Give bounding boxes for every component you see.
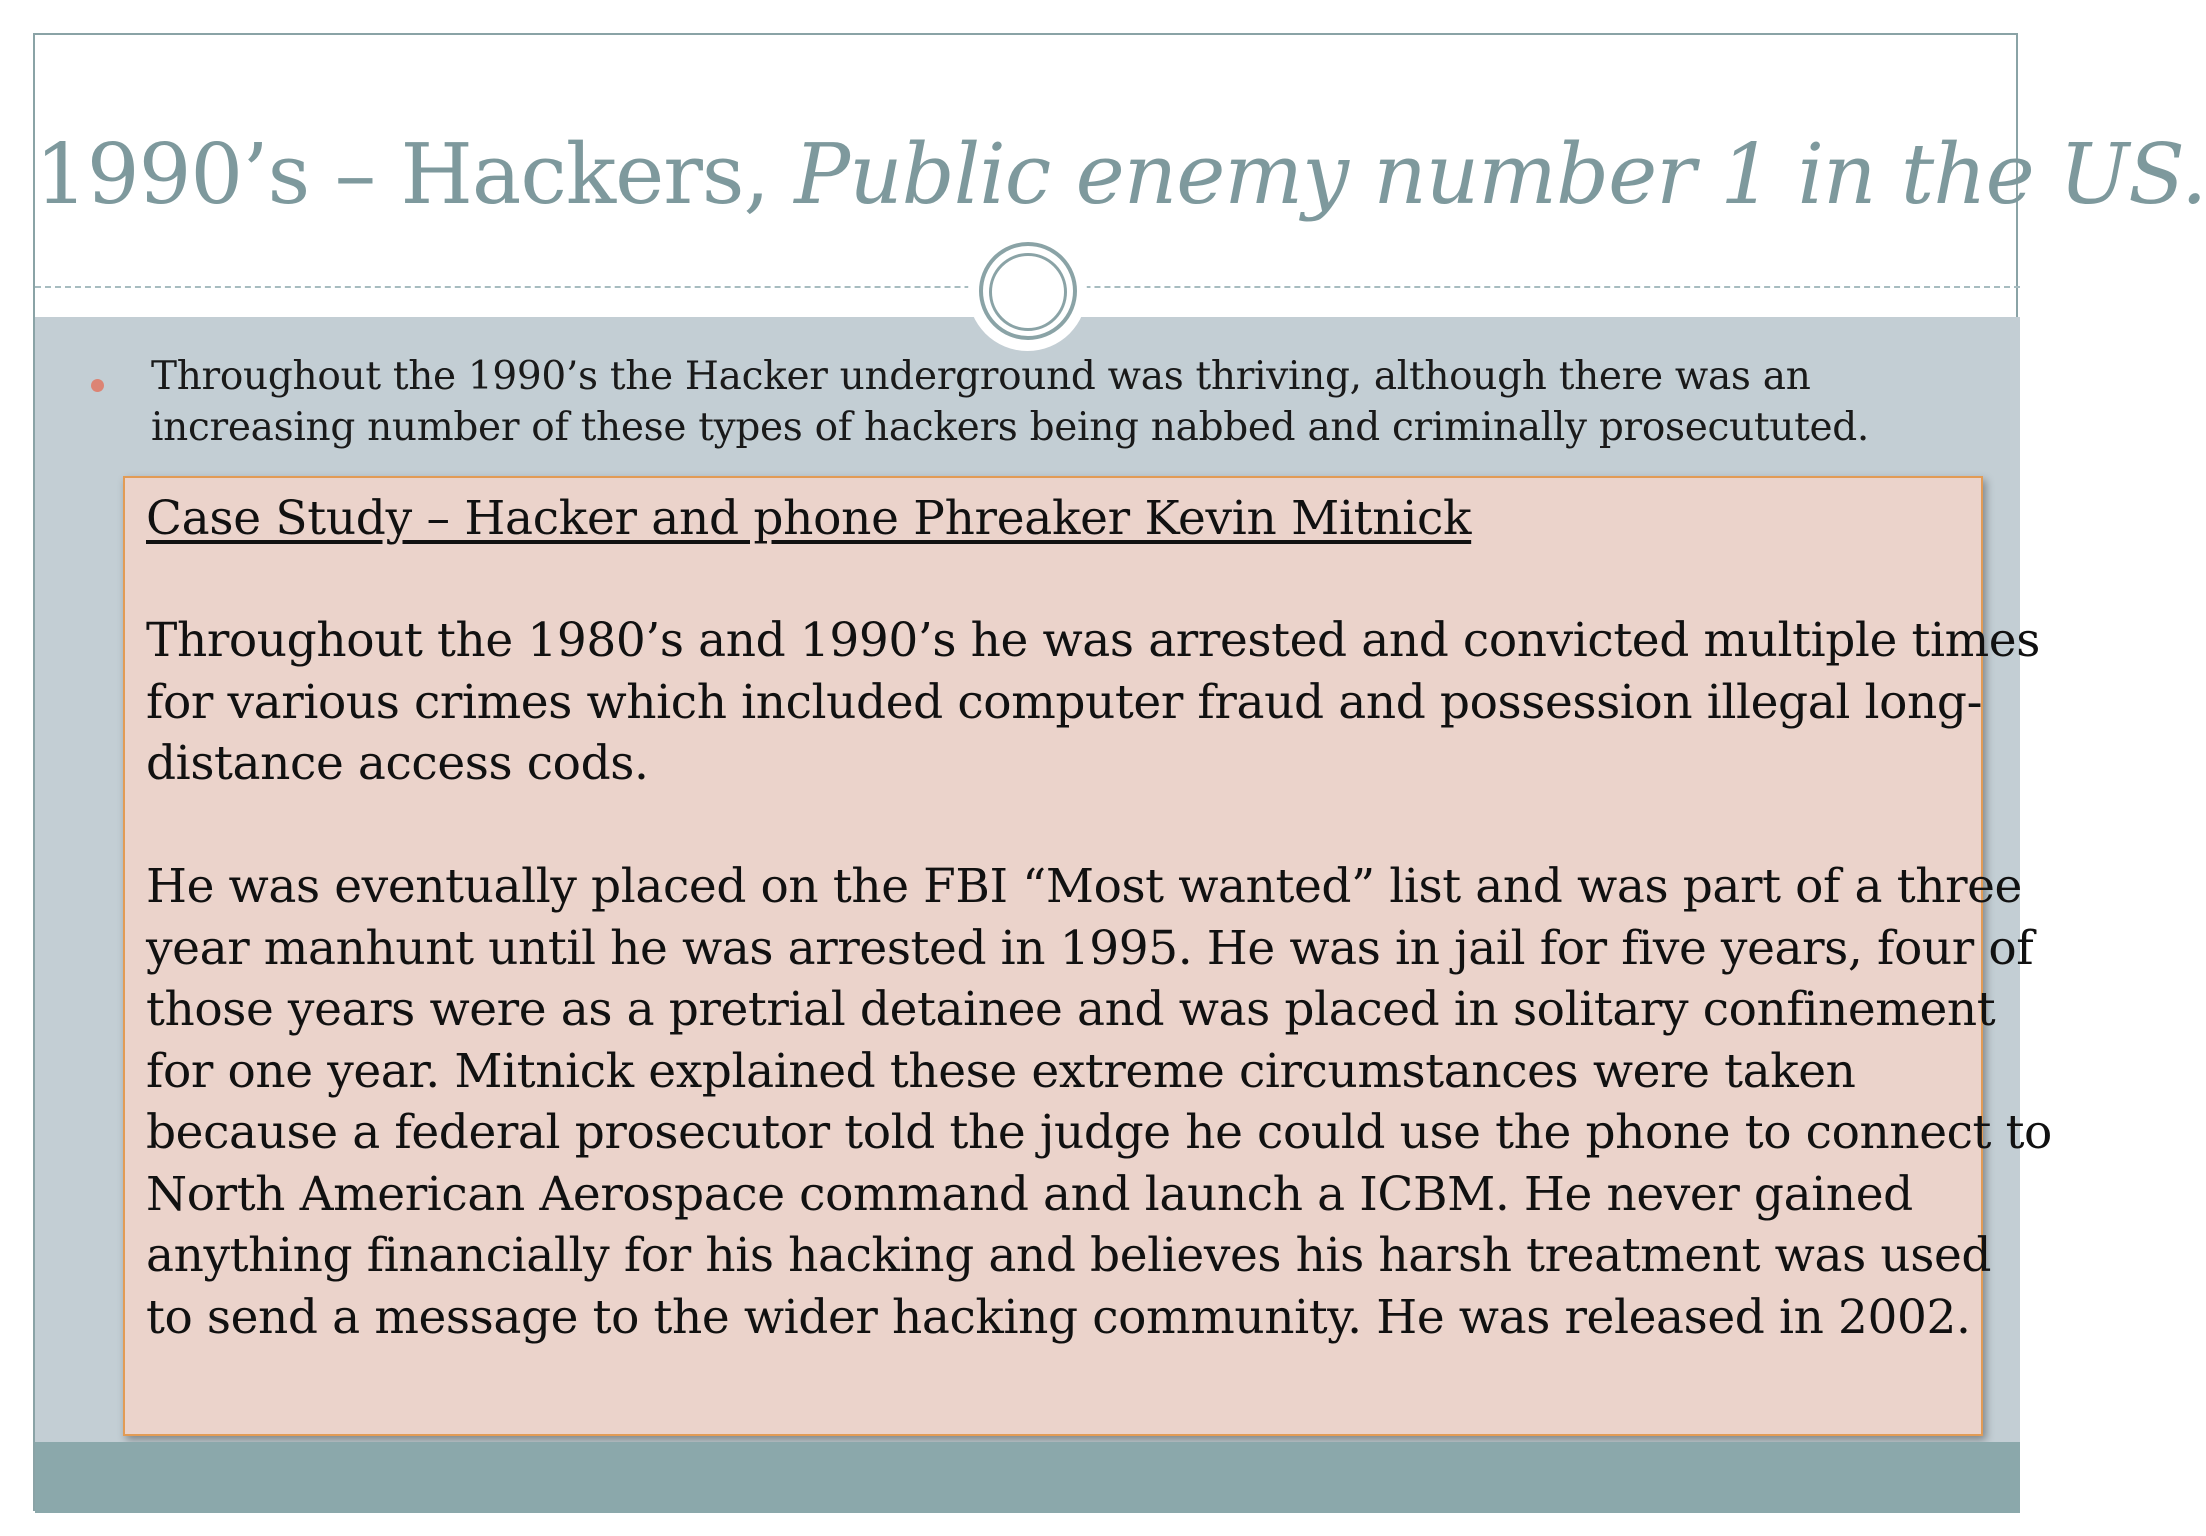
bullet-line: increasing number of these types of hackers being nabbed and criminally prosecututed. [151,405,1869,450]
paragraph-line: Throughout the 1980’s and 1990’s he was arrested and convicted multiple times [146,613,2040,668]
paragraph-line: North American Aerospace command and launch a ICBM. He never gained [146,1166,1913,1222]
paragraph-line: year manhunt until he was arrested in 1995. He was in jail for five years, four of [146,920,2034,976]
case-study-heading: Case Study – Hacker and phone Phreaker Kevin Mitnick [146,491,1472,546]
slide [33,33,2206,1511]
paragraph-line: to send a message to the wider hacking community. He was released in 2002. [146,1289,1971,1345]
paragraph-line: for various crimes which included computer fraud and possession illegal long- [146,674,1983,730]
slide-title [35,125,2206,225]
bullet-icon [91,379,104,392]
paragraph-line: for one year. Mitnick explained these extreme circumstances were taken [146,1043,1856,1099]
paragraph-line: because a federal prosecutor told the judge he could use the phone to connect to [146,1105,2052,1160]
paragraph-line: those years were as a pretrial detainee and was placed in solitary confinement [146,982,1996,1037]
divider-inner-circle-icon [989,253,1067,331]
case-study-paragraph-1 [146,610,2040,795]
bullet-line: Throughout the 1990’s the Hacker underground was thriving, although there was an [151,354,1811,399]
title-italic: Public enemy number 1 in the US. [794,126,2206,223]
case-study-paragraph-2 [146,856,2052,1348]
footer-band [35,1442,2020,1513]
paragraph-line: He was eventually placed on the FBI “Most wanted” list and was part of a three [146,859,2022,914]
paragraph-line: anything financially for his hacking and believes his harsh treatment was used [146,1228,1992,1283]
title-plain: 1990’s – Hackers, [35,126,795,223]
paragraph-line: distance access cods. [146,736,649,791]
bullet-text [151,351,1951,453]
case-study-box [123,476,2052,1436]
